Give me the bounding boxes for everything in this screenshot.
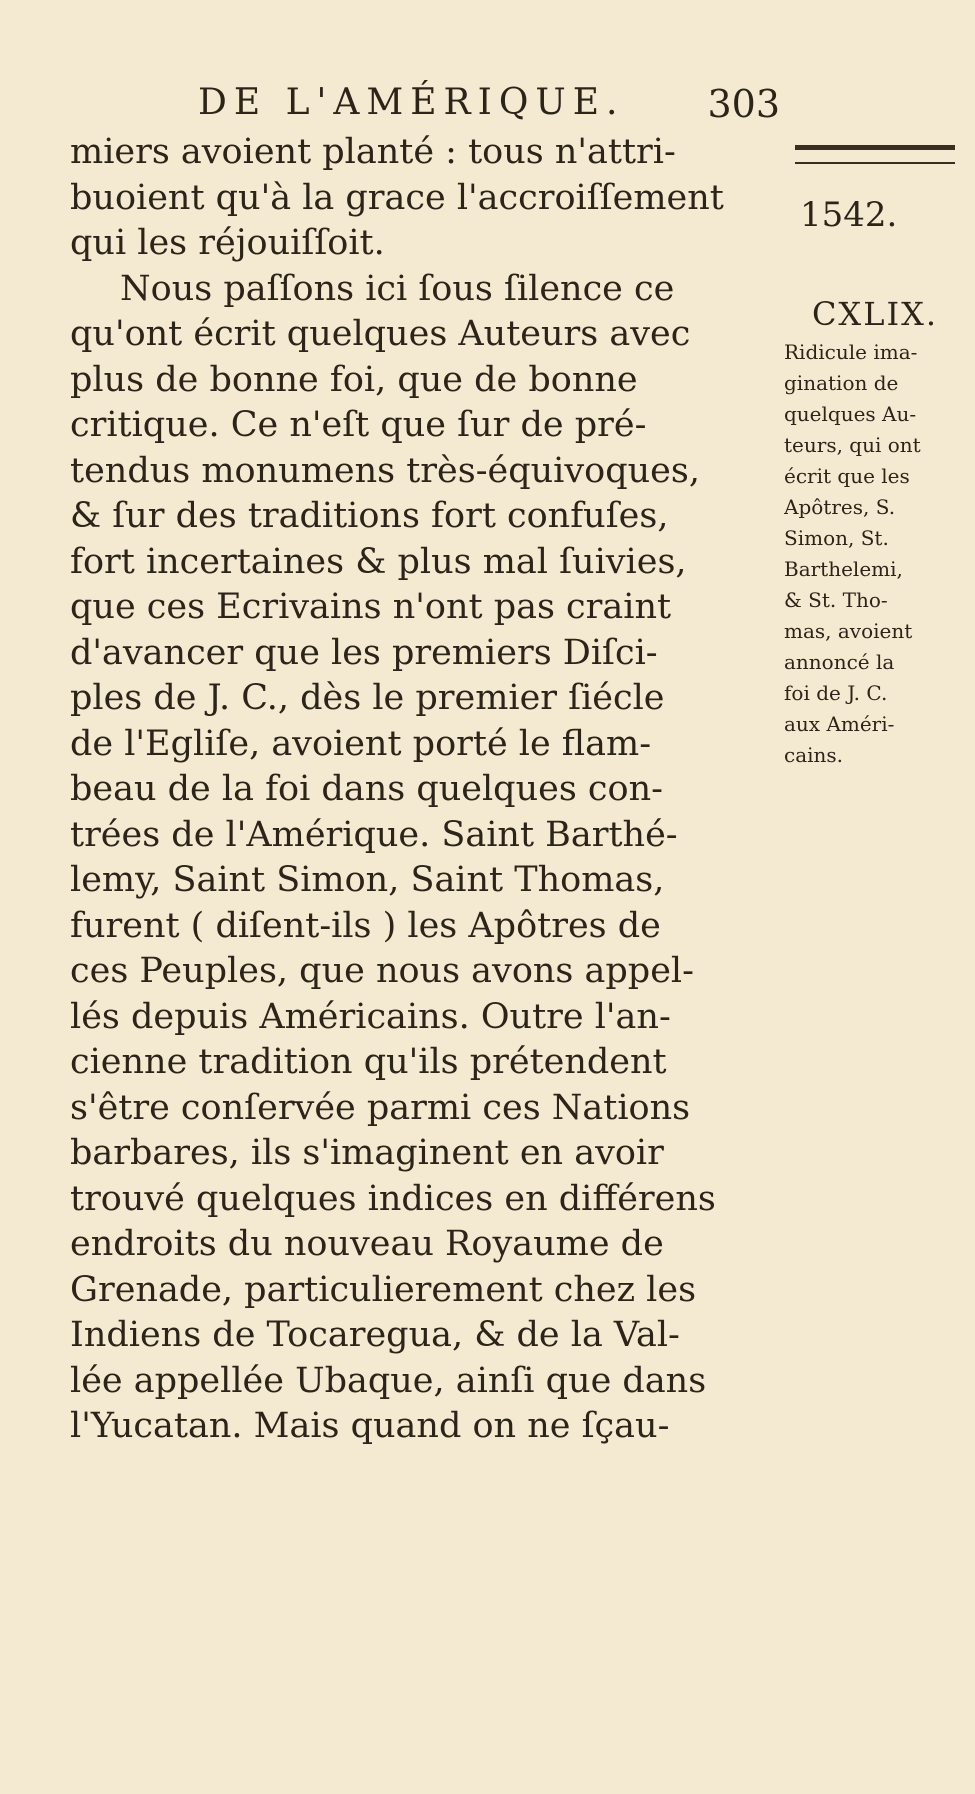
text-line: l'Yucatan. Mais quand on ne ſçau-	[70, 1406, 670, 1446]
text-line: miers avoient planté : tous n'attri-	[70, 132, 676, 172]
text-line: trouvé quelques indices en différens	[70, 1178, 716, 1219]
section-number: CXLIX.	[811, 295, 939, 333]
margin-note-line: Simon, St.	[784, 526, 889, 550]
text-line: endroits du nouveau Royaume de	[70, 1224, 664, 1264]
margin-note-line: quelques Au-	[784, 402, 917, 426]
margin-note-line: cains.	[784, 743, 844, 767]
text-line: d'avancer que les premiers Diſci-	[70, 632, 658, 673]
text-line: Grenade, particulierement chez les	[70, 1269, 697, 1310]
text-line: fort incertaines & plus mal ſuivies,	[70, 541, 687, 582]
margin-rule	[795, 145, 955, 164]
text-line: tendus monumens très-équivoques,	[70, 450, 700, 491]
text-line: de l'Egliſe, avoient porté le flam-	[70, 723, 652, 764]
text-line: plus de bonne foi, que de bonne	[70, 359, 638, 400]
text-line: s'être conſervée parmi ces Nations	[70, 1087, 691, 1128]
margin-note-line: Barthelemi,	[784, 557, 903, 581]
margin-note-line: annoncé la	[784, 650, 895, 674]
text-line: furent ( diſent-ils ) les Apôtres de	[70, 905, 661, 946]
text-line: & ſur des traditions fort confuſes,	[70, 496, 669, 536]
running-header	[70, 82, 780, 132]
page-number: 303	[707, 82, 780, 126]
margin-note-line: foi de J. C.	[784, 681, 888, 705]
text-line: lemy, Saint Simon, Saint Thomas,	[70, 860, 665, 900]
margin-note-line: gination de	[784, 371, 899, 395]
margin-note-line: Apôtres, S.	[784, 495, 896, 519]
text-line: qui les réjouiſſoit.	[70, 223, 385, 263]
text-line: critique. Ce n'eſt que ſur de pré-	[70, 405, 647, 445]
margin-note-line: & St. Tho-	[784, 588, 888, 612]
text-line: ces Peuples, que nous avons appel-	[70, 951, 694, 991]
margin-year: 1542.	[800, 195, 898, 235]
text-line: qu'ont écrit quelques Auteurs avec	[70, 314, 691, 354]
text-line: cienne tradition qu'ils prétendent	[70, 1042, 667, 1082]
text-line: Indiens de Tocaregua, & de la Val-	[70, 1315, 680, 1355]
margin-note-line: teurs, qui ont	[784, 433, 921, 457]
margin-note-line: aux Améri-	[784, 712, 895, 736]
margin-note	[784, 295, 966, 771]
text-line: beau de la foi dans quelques con-	[70, 769, 663, 809]
margin-note-line: écrit que les	[784, 464, 910, 488]
text-line: que ces Ecrivains n'ont pas craint	[70, 587, 672, 627]
text-line: buoient qu'à la grace l'accroiſſement	[70, 177, 724, 218]
margin-note-line: Ridicule ima-	[784, 340, 918, 364]
text-line: Nous paſſons ici ſous ſilence ce	[120, 268, 675, 309]
running-title: DE L'AMÉRIQUE.	[198, 82, 625, 123]
text-line: lée appellée Ubaque, ainſi que dans	[70, 1360, 707, 1401]
text-line: ples de J. C., dès le premier ſiécle	[70, 678, 665, 718]
margin-note-line: mas, avoient	[784, 619, 913, 643]
text-line: lés depuis Américains. Outre l'an-	[70, 996, 671, 1037]
text-line: barbares, ils s'imaginent en avoir	[70, 1133, 664, 1173]
text-line: trées de l'Amérique. Saint Barthé-	[70, 814, 678, 855]
body-text	[70, 130, 770, 1450]
